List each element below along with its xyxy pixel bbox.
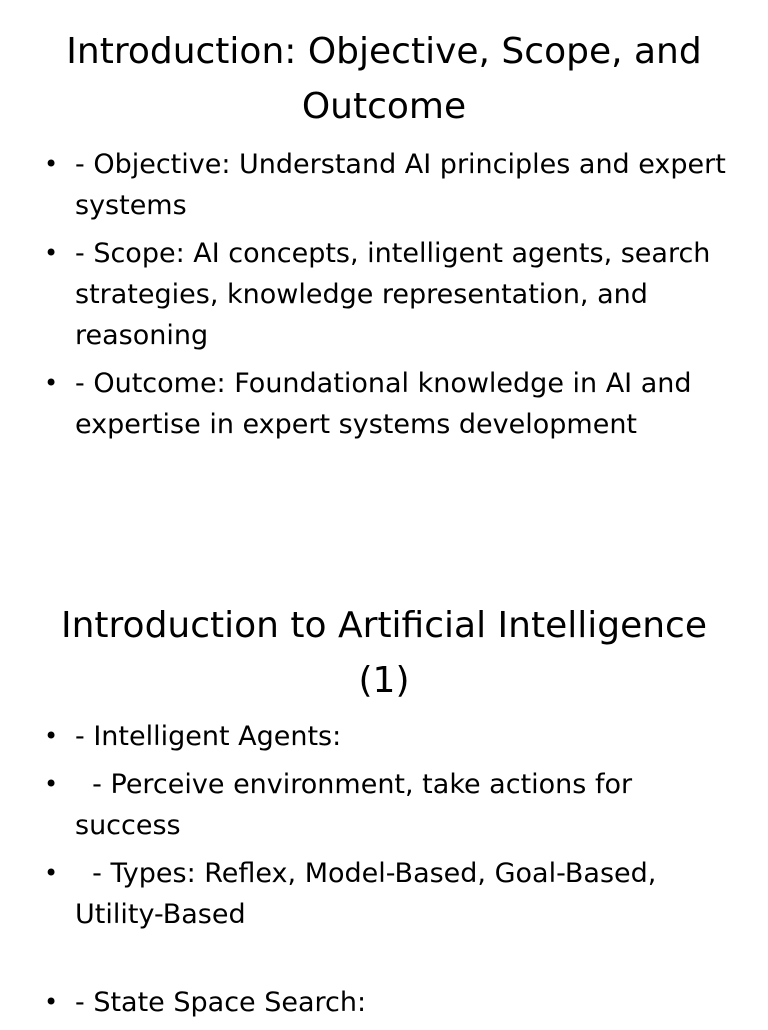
bullet-icon: • — [44, 770, 59, 798]
bullet-icon: • — [44, 722, 59, 750]
bullet-icon: • — [44, 150, 59, 178]
slide-objective-scope-outcome — [0, 24, 768, 452]
bullet-icon: • — [44, 369, 59, 397]
bullet-item-perceive — [0, 764, 768, 846]
bullet-list — [0, 144, 768, 445]
bullet-item-objective — [0, 144, 768, 226]
bullet-text: - Types: Reflex, Model-Based, Goal-Based, Utility-Based — [75, 858, 665, 930]
bullet-text: - State Space Search: — [75, 987, 367, 1018]
bullet-text: - Objective: Understand AI principles and expert systems — [75, 149, 726, 221]
bullet-item-state-space-search — [0, 982, 768, 1023]
bullet-text: - Scope: AI concepts, intelligent agents, search strategies, knowledge representation, and reasoning — [75, 238, 711, 351]
bullet-icon: • — [44, 859, 59, 887]
bullet-item-outcome — [0, 363, 768, 445]
bullet-list — [0, 716, 768, 1023]
slide-intro-to-ai — [0, 598, 768, 1030]
bullet-item-scope — [0, 233, 768, 356]
slide-title: Introduction to Artificial Intelligence (1) — [60, 605, 707, 701]
bullet-spacer — [0, 942, 768, 982]
bullet-icon: • — [44, 988, 59, 1016]
bullet-item-types — [0, 853, 768, 935]
bullet-item-intelligent-agents — [0, 716, 768, 757]
bullet-text: - Intelligent Agents: — [75, 721, 342, 752]
bullet-text: - Perceive environment, take actions for success — [75, 769, 641, 841]
slide-title: Introduction: Objective, Scope, and Outcome — [66, 31, 702, 127]
bullet-icon: • — [44, 239, 59, 267]
bullet-text: - Outcome: Foundational knowledge in AI and expertise in expert systems development — [75, 368, 692, 440]
